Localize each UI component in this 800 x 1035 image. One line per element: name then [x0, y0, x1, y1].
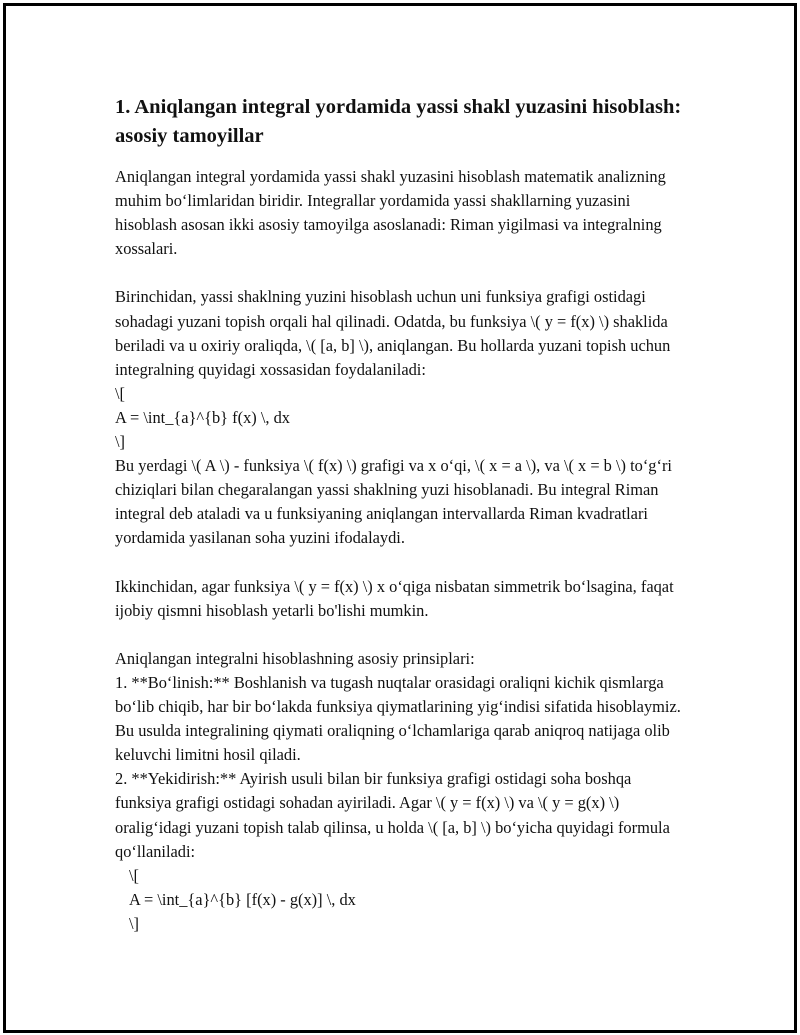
principles-intro: Aniqlangan integralni hisoblashning asosiy prinsiplari:	[115, 648, 475, 668]
paragraph-spacer	[115, 261, 685, 285]
list-item-division: 1. **Bo‘linish:** Boshlanish va tugash nuqtalar orasidagi oraliqni kichik qismlarga bo‘lib chiqib, har bir bo‘lakda funksiya qiymatlarining yig‘indisi sifatida hisoblaymiz. Bu usulda integralining qiymati oraliqning o‘lchamlariga qarab aniqroq natijaga olib keluvchi limitni hosil qiladi.	[115, 672, 681, 765]
list-item-subtraction: 2. **Yekidirish:** Ayirish usuli bilan bir funksiya grafigi ostidagi soha boshqa funksiya grafigi ostidagi sohadan ayiriladi. Agar \( y = f(x) \) va \( y = g(x) \) oralig‘idagi yuzani topish talab qilinsa, u holda \( [a, b] \) bo‘yicha quyidagi formula qo‘llaniladi:	[115, 769, 670, 861]
formula-close-delimiter: \]	[129, 913, 140, 933]
second-principle-paragraph: Ikkinchidan, agar funksiya \( y = f(x) \) x o‘qiga nisbatan simmetrik bo‘lsagina, faqat ijobiy qismni hisoblash yetarli bo'lishi mumkin.	[115, 576, 674, 620]
section-heading: 1. Aniqlangan integral yordamida yassi shakl yuzasini hisoblash: asosiy tamoyillar	[115, 96, 682, 147]
document-body	[115, 93, 685, 936]
formula-explanation-paragraph: Bu yerdagi \( A \) - funksiya \( f(x) \) grafigi va x o‘qi, \( x = a \), va \( x = b \) to‘g‘ri chiziqlari bilan chegaralangan yassi shaklning yuzi hisoblanadi. Bu integral Riman integral deb ataladi va u funksiyaning aniqlangan intervallarda Riman kvadratlari yordamida yasilanan soha yuzini ifodalaydi.	[115, 456, 672, 548]
difference-area-formula: A = \int_{a}^{b} [f(x) - g(x)] \, dx	[129, 889, 356, 909]
first-principle-paragraph: Birinchidan, yassi shaklning yuzini hisoblash uchun uni funksiya grafigi ostidagi sohadagi yuzani topish orqali hal qilinadi. Odatda, bu funksiya \( y = f(x) \) shaklida beriladi va u oxiriy oraliqda, \( [a, b] \), aniqlangan. Bu hollarda yuzani topish uchun integralning quyidagi xossasidan foydalaniladi:	[115, 287, 671, 379]
paragraph-spacer	[115, 623, 685, 647]
intro-paragraph: Aniqlangan integral yordamida yassi shakl yuzasini hisoblash matematik analizning muhim bo‘limlaridan biridir. Integrallar yordamida yassi shakllarning yuzasini hisoblash asosan ikki asosiy tamoyilga asoslanadi: Riman yigilmasi va integralning xossalari.	[115, 167, 666, 259]
paragraph-spacer	[115, 551, 685, 575]
area-formula: A = \int_{a}^{b} f(x) \, dx	[115, 407, 290, 427]
formula-open-delimiter: \[	[129, 865, 140, 885]
formula-close-delimiter: \]	[115, 432, 126, 452]
formula-open-delimiter: \[	[115, 383, 126, 403]
